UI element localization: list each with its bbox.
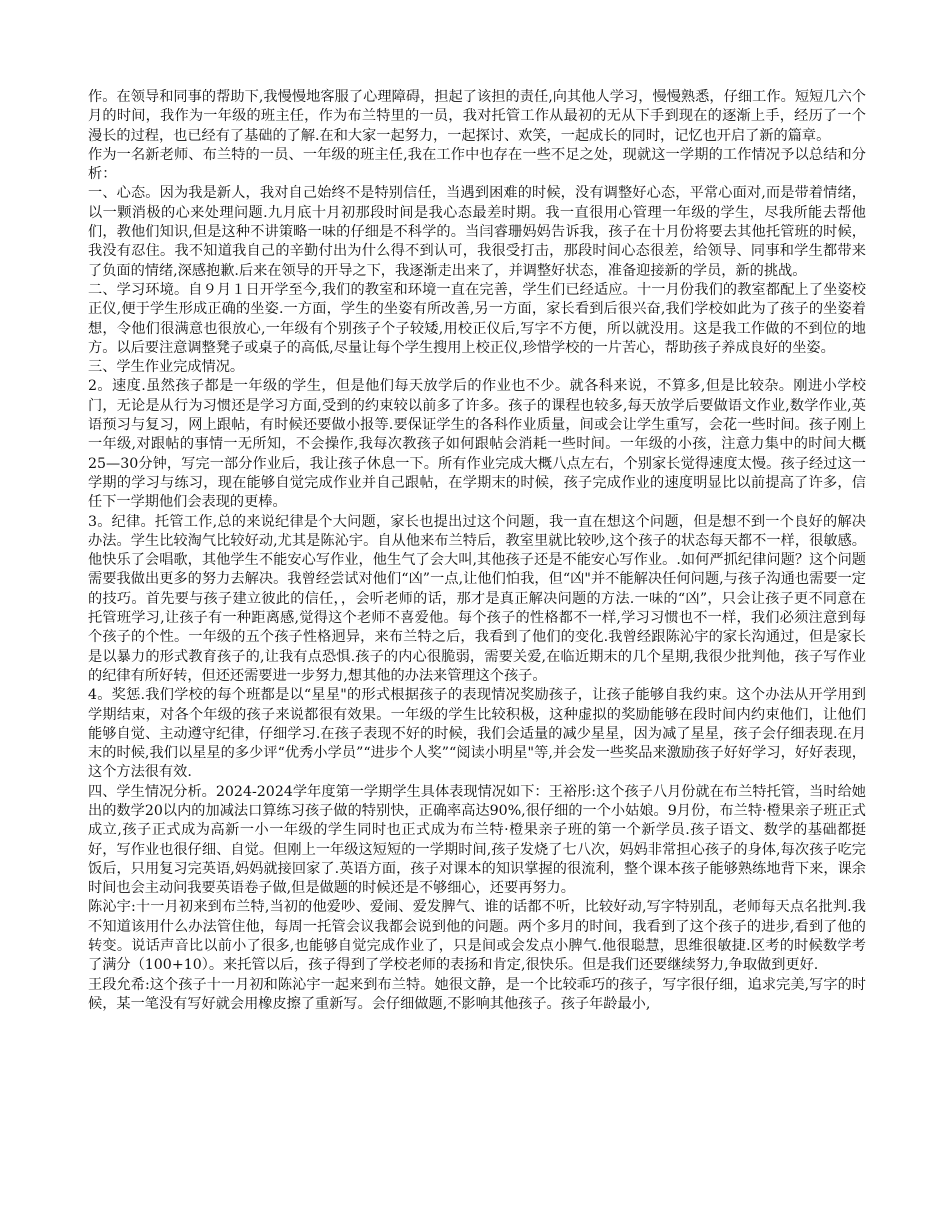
paragraph-intro-continued: 作。在领导和同事的帮助下,我慢慢地客服了心理障碍，担起了该担的责任,向其他人学习，慢慢熟悉，仔细工作。短短几六个月的时间，我作为一年级的班主任，作为布兰特里的一员，我对托管工作从最初的无从下手到现在的逐渐上手，经历了一个漫长的过程，也已经有了基础的了解.在和大家一起努力，一起探讨、欢笑，一起成长的同时，记忆也开启了新的篇章。 <box>88 89 866 144</box>
document-body <box>88 88 866 1014</box>
paragraph-student-chen: 陈沁宇:十一月初来到布兰特,当初的他爱吵、爱闹、爱发脾气、谁的话都不听，比较好动,写字特别乱，老师每天点名批判.我不知道该用什么办法管住他，每周一托管会议我都会说到他的问题。两个多月的时间，我看到了这个孩子的进步,看到了他的转变。说话声音比以前小了很多,也能够自觉完成作业了，只是间或会发点小脾气.他很聪慧，思维很敏捷.区考的时候数学考了满分（100+10）。来托管以后，孩子得到了学校老师的表扬和肯定,很快乐。但是我们还要继续努力,争取做到更好. <box>88 899 866 974</box>
paragraph-student-analysis: 四、学生情况分析。2024-2024学年度第一学期学生具体表现情况如下：王裕彤:这个孩子八月份就在布兰特托管，当时给她出的数学20以内的加减法口算练习孩子做的特别快，正确率高达90%,很仔细的一个小姑娘。9月份，布兰特·橙果亲子班正式成立,孩子正式成为高新一小一年级的学生同时也正式成为布兰特·橙果亲子班的第一个新学员.孩子语文、数学的基础都挺好，写作业也很仔细、自觉。但刚上一年级这短短的一学期时间,孩子发烧了七八次，妈妈非常担心孩子的身体,每次孩子吃完饭后，只用复习完英语,妈妈就接回家了.英语方面，孩子对课本的知识掌握的很流利，整个课本孩子能够熟练地背下来，课余时间也会主动问我要英语卷子做,但是做题的时候还是不够细心，还要再努力。 <box>88 783 866 897</box>
paragraph-mindset: 一、心态。因为我是新人，我对自己始终不是特别信任，当遇到困难的时候，没有调整好心态，平常心面对,而是带着情绪，以一颗消极的心来处理问题.九月底十月初那段时间是我心态最差时期。我一直很用心管理一年级的学生，尽我所能去帮他们，教他们知识,但是这种不讲策略一味的仔细是不科学的。当闫睿珊妈妈告诉我，孩子在十月份将要去其他托管班的时候，我没有忍住。我不知道我自己的辛勤付出为什么得不到认可，我很受打击，那段时间心态很差，给领导、同事和学生都带来了负面的情绪,深感抱歉.后来在领导的开导之下，我逐渐走出来了，并调整好状态，准备迎接新的学员，新的挑战。 <box>88 185 866 279</box>
paragraph-student-wang: 王段允希:这个孩子十一月初和陈沁宇一起来到布兰特。她很文静，是一个比较乖巧的孩子，写字很仔细，追求完美,写字的时候，某一笔没有写好就会用橡皮擦了重新写。会仔细做题,不影响其他孩子。孩子年龄最小, <box>88 976 866 1012</box>
paragraph-rewards: 4。奖惩.我们学校的每个班都是以“星星"的形式根据孩子的表现情况奖励孩子，让孩子能够自我约束。这个办法从开学用到学期结束，对各个年级的孩子来说都很有效果。一年级的学生比较积极，这种虚拟的奖励能够在段时间内约束他们，让他们能够自觉、主动遵守纪律，仔细学习.在孩子表现不好的时候，我们会适量的减少星星，因为减了星星，孩子会仔细表现.在月末的时候,我们以星星的多少评“优秀小学员”“进步个人奖”“阅读小明星"等,并会发一些奖品来激励孩子好好学习，好好表现，这个方法很有效. <box>88 687 866 781</box>
section-heading-homework: 三、学生作业完成情况。 <box>88 359 245 376</box>
paragraph-speed: 2。速度.虽然孩子都是一年级的学生，但是他们每天放学后的作业也不少。就各科来说，不算多,但是比较杂。刚进小学校门，无论是从行为习惯还是学习方面,受到的约束较以前多了许多。孩子的课程也较多,每天放学后要做语文作业,数学作业,英语预习与复习，网上跟帖，有时候还要做小报等.要保证学生的各科作业质量，间或会让学生重写，会花一些时间。孩子刚上一年级,对跟帖的事情一无所知，不会操作,我每次教孩子如何跟帖会消耗一些时间。一年级的小孩，注意力集中的时间大概25—30分钟，写完一部分作业后，我让孩子休息一下。所有作业完成大概八点左右，个别家长觉得速度太慢。孩子经过这一学期的学习与练习，现在能够自觉完成作业并自己跟帖，在学期末的时候，孩子完成作业的速度明显比以前提高了许多，信任下一学期他们会表现的更棒。 <box>88 378 866 511</box>
paragraph-learning-environment: 二、学习环境。自９月１日开学至今,我们的教室和环境一直在完善，学生们已经适应。十一月份我们的教室都配上了坐姿校正仪,便于学生形成正确的坐姿.一方面，学生的坐姿有所改善,另一方面，家长看到后很兴奋,我们学校如此为了孩子的坐姿着想，令他们很满意也很放心,一年级有个别孩子个子较矮,用校正仪后,写字不方便，所以就没用。这是我工作做的不到位的地方。以后要注意调整凳子或桌子的高低,尽量让每个学生搜用上校正仪,珍惜学校的一片苦心，帮助孩子养成良好的坐姿。 <box>88 281 866 356</box>
paragraph-summary-intro: 作为一名新老师、布兰特的一员、一年级的班主任,我在工作中也存在一些不足之处，现就这一学期的工作情况予以总结和分析： <box>88 146 866 183</box>
paragraph-discipline: 3。纪律。托管工作,总的来说纪律是个大问题，家长也提出过这个问题，我一直在想这个问题，但是想不到一个良好的解决办法。学生比较淘气比较好动,尤其是陈沁宇。自从他来布兰特后，教室里就比较吵,这个孩子的状态每天都不一样，很敏感。他快乐了会唱歌，其他学生不能安心写作业，他生气了会大叫,其他孩子还是不能安心写作业。.如何严抓纪律问题？这个问题需要我做出更多的努力去解决。我曾经尝试对他们“凶”一点,让他们怕我，但“凶"并不能解决任何问题,与孩子沟通也需要一定的技巧。首先要与孩子建立彼此的信任，，会听老师的话，那才是真正解决问题的方法.一味的“凶”，只会让孩子更不同意在托管班学习,让孩子有一种距离感,觉得这个老师不喜爱他。每个孩子的性格都不一样,学习习惯也不一样，我们必须注意到每个孩子的个性。一年级的五个孩子性格迥异，来布兰特之后，我看到了他们的变化.我曾经跟陈沁宇的家长沟通过，但是家长是以暴力的形式教育孩子的,让我有点恐惧.孩子的内心很脆弱，需要关爱,在临近期末的几个星期,我很少批判他，孩子写作业的纪律有所好转，但还还需要进一步努力,想其他的办法来管理这个孩子。 <box>88 513 866 684</box>
